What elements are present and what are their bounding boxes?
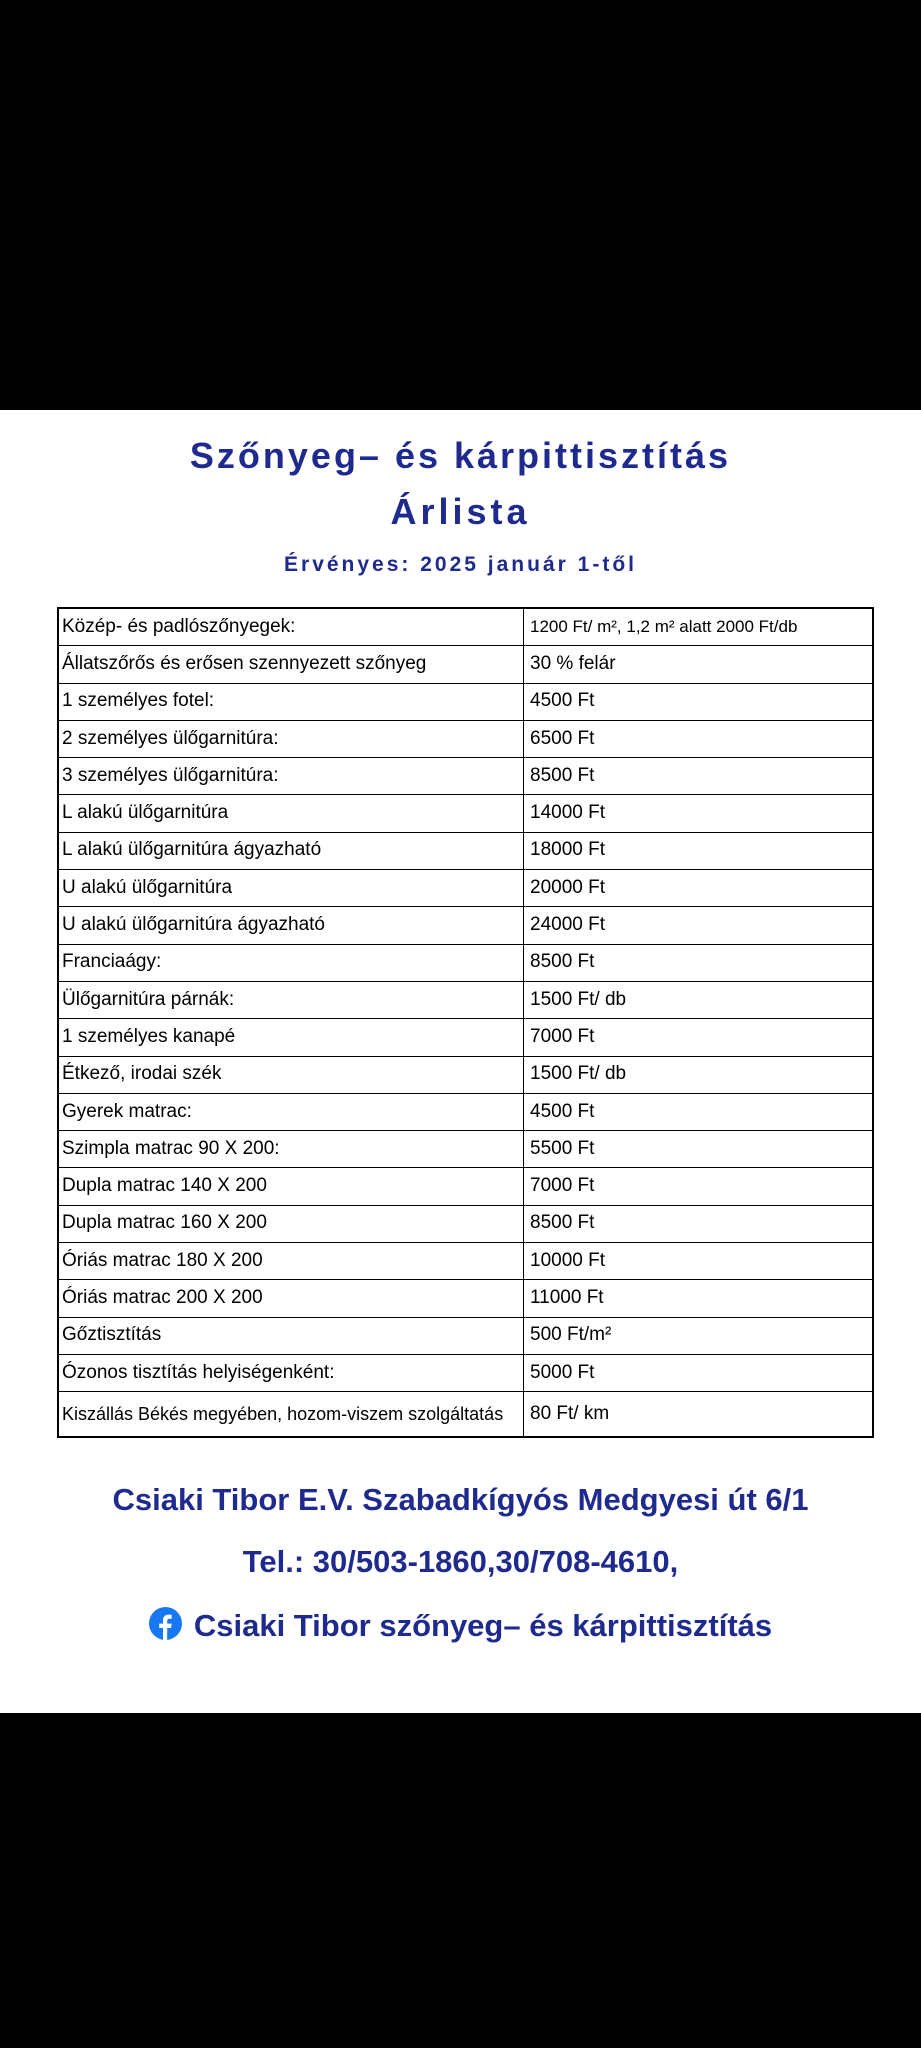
price-list-sheet bbox=[0, 410, 921, 1713]
service-price: 1500 Ft/ db bbox=[524, 981, 874, 1018]
service-price: 18000 Ft bbox=[524, 832, 874, 869]
service-name: Gyerek matrac: bbox=[58, 1093, 524, 1130]
table-row bbox=[58, 1280, 873, 1317]
service-price: 8500 Ft bbox=[524, 1205, 874, 1242]
service-price: 7000 Ft bbox=[524, 1168, 874, 1205]
service-name: Franciaágy: bbox=[58, 944, 524, 981]
table-row bbox=[58, 1392, 873, 1438]
table-row bbox=[58, 720, 873, 757]
service-price: 11000 Ft bbox=[524, 1280, 874, 1317]
table-row bbox=[58, 646, 873, 683]
service-price: 30 % felár bbox=[524, 646, 874, 683]
service-name: Közép- és padlószőnyegek: bbox=[58, 608, 524, 646]
table-row bbox=[58, 1093, 873, 1130]
service-name: Óriás matrac 200 X 200 bbox=[58, 1280, 524, 1317]
service-name: U alakú ülőgarnitúra bbox=[58, 870, 524, 907]
service-name: Dupla matrac 140 X 200 bbox=[58, 1168, 524, 1205]
service-price: 6500 Ft bbox=[524, 720, 874, 757]
service-name: U alakú ülőgarnitúra ágyazható bbox=[58, 907, 524, 944]
service-price: 5500 Ft bbox=[524, 1131, 874, 1168]
service-price: 8500 Ft bbox=[524, 758, 874, 795]
service-price: 5000 Ft bbox=[524, 1354, 874, 1391]
validity-note: Érvényes: 2025 január 1-től bbox=[284, 553, 637, 576]
service-price: 80 Ft/ km bbox=[524, 1392, 874, 1438]
facebook-link[interactable] bbox=[0, 1607, 921, 1644]
service-name: L alakú ülőgarnitúra bbox=[58, 795, 524, 832]
service-price: 10000 Ft bbox=[524, 1243, 874, 1280]
service-price: 24000 Ft bbox=[524, 907, 874, 944]
page-title: Szőnyeg– és kárpittisztítás bbox=[189, 435, 732, 476]
service-name: Szimpla matrac 90 X 200: bbox=[58, 1131, 524, 1168]
service-name: Dupla matrac 160 X 200 bbox=[58, 1205, 524, 1242]
service-name: L alakú ülőgarnitúra ágyazható bbox=[58, 832, 524, 869]
table-row bbox=[58, 758, 873, 795]
service-name: 1 személyes fotel: bbox=[58, 683, 524, 720]
company-address: Csiaki Tibor E.V. Szabadkígyós Medgyesi út 6/1 bbox=[112, 1482, 809, 1517]
table-row bbox=[58, 1354, 873, 1391]
table-row bbox=[58, 1243, 873, 1280]
service-price: 4500 Ft bbox=[524, 1093, 874, 1130]
service-name: 3 személyes ülőgarnitúra: bbox=[58, 758, 524, 795]
service-name: 2 személyes ülőgarnitúra: bbox=[58, 720, 524, 757]
service-name: Állatszőrős és erősen szennyezett szőnyeg bbox=[58, 646, 524, 683]
price-table-body bbox=[58, 608, 873, 1437]
service-price: 1200 Ft/ m², 1,2 m² alatt 2000 Ft/db bbox=[524, 608, 874, 646]
table-row bbox=[58, 795, 873, 832]
service-name: Ózonos tisztítás helyiségenként: bbox=[58, 1354, 524, 1391]
table-row bbox=[58, 907, 873, 944]
service-name: Óriás matrac 180 X 200 bbox=[58, 1243, 524, 1280]
table-row bbox=[58, 1168, 873, 1205]
service-price: 14000 Ft bbox=[524, 795, 874, 832]
service-price: 7000 Ft bbox=[524, 1019, 874, 1056]
table-row bbox=[58, 1019, 873, 1056]
service-price: 500 Ft/m² bbox=[524, 1317, 874, 1354]
service-name: Étkező, irodai szék bbox=[58, 1056, 524, 1093]
service-name: 1 személyes kanapé bbox=[58, 1019, 524, 1056]
price-table bbox=[57, 607, 874, 1438]
service-name: Ülőgarnitúra párnák: bbox=[58, 981, 524, 1018]
service-name: Gőztisztítás bbox=[58, 1317, 524, 1354]
page-subtitle: Árlista bbox=[390, 491, 531, 532]
table-row bbox=[58, 1317, 873, 1354]
facebook-icon bbox=[149, 1607, 182, 1640]
table-row bbox=[58, 832, 873, 869]
table-row bbox=[58, 1131, 873, 1168]
service-price: 1500 Ft/ db bbox=[524, 1056, 874, 1093]
table-row bbox=[58, 1056, 873, 1093]
service-price: 20000 Ft bbox=[524, 870, 874, 907]
table-row bbox=[58, 981, 873, 1018]
facebook-page-name: Csiaki Tibor szőnyeg– és kárpittisztítás bbox=[193, 1608, 773, 1643]
table-row bbox=[58, 944, 873, 981]
table-row bbox=[58, 608, 873, 646]
service-name: Kiszállás Békés megyében, hozom-viszem szolgáltatás bbox=[58, 1392, 524, 1438]
service-price: 4500 Ft bbox=[524, 683, 874, 720]
service-price: 8500 Ft bbox=[524, 944, 874, 981]
table-row bbox=[58, 1205, 873, 1242]
table-row bbox=[58, 683, 873, 720]
table-row bbox=[58, 870, 873, 907]
phone-numbers: Tel.: 30/503-1860,30/708-4610, bbox=[242, 1544, 679, 1579]
